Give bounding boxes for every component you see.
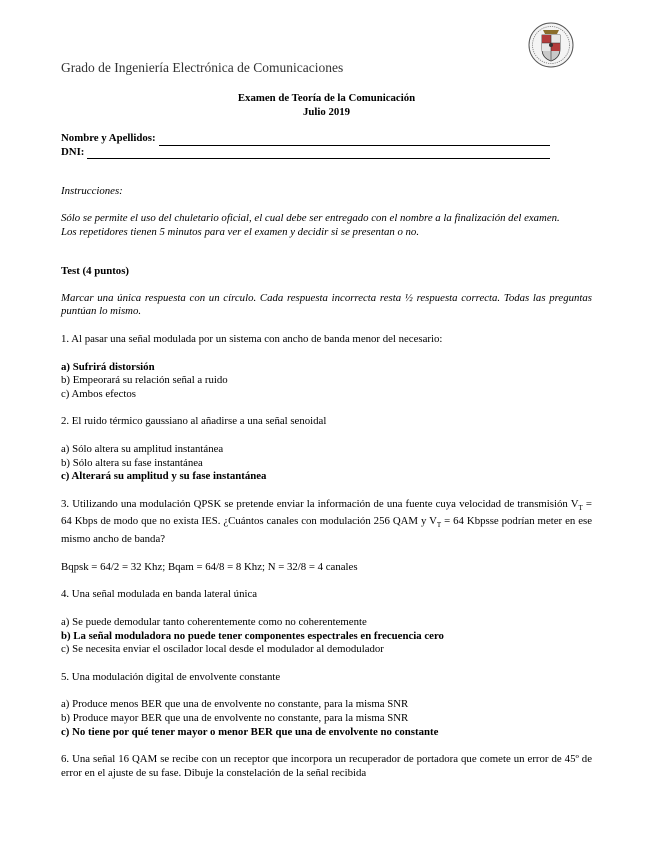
question-2: 2. El ruido térmico gaussiano al añadirse a una señal senoidal (61, 415, 327, 428)
instructions-heading: Instrucciones: (61, 185, 123, 198)
dni-blank-line[interactable] (87, 148, 550, 159)
question-6: 6. Una señal 16 QAM se recibe con un receptor que incorpora un recuperador de portadora que comete un error de 45º de error en el ajuste de su fase. Dibuje la constelación de la señal recibida (61, 753, 592, 779)
name-blank-line[interactable] (159, 135, 550, 146)
question-1: 1. Al pasar una señal modulada por un sistema con ancho de banda menor del necesario: (61, 332, 443, 345)
question-4: 4. Una señal modulada en banda lateral única (61, 588, 258, 601)
q2-option-a[interactable]: a) Sólo altera su amplitud instantánea (61, 442, 224, 455)
name-label: Nombre y Apellidos: (61, 132, 156, 145)
exam-content (61, 92, 592, 780)
name-field[interactable] (61, 132, 592, 146)
q4-option-c[interactable]: c) Se necesita enviar el oscilador local desde el modulador al demodulador (61, 643, 384, 656)
dni-field[interactable] (61, 146, 592, 160)
question-5: 5. Una modulación digital de envolvente constante (61, 670, 281, 683)
q4-option-b[interactable]: b) La señal moduladora no puede tener componentes espectrales en frecuencia cero (61, 629, 444, 642)
instructions-line2: Los repetidores tienen 5 minutos para ver el examen y decidir si se presentan o no. (61, 225, 420, 238)
q1-option-b[interactable]: b) Empeorará su relación señal a ruido (61, 374, 228, 387)
q2-option-c[interactable]: c) Alterará su amplitud y su fase instantánea (61, 470, 267, 483)
exam-title: Examen de Teoría de la Comunicación (237, 92, 416, 104)
instructions-line1: Sólo se permite el uso del chuletario oficial, el cual debe ser entregado con el nombre a la finalización del examen. (61, 211, 560, 224)
university-crest-icon (528, 22, 574, 68)
q1-option-c[interactable]: c) Ambos efectos (61, 387, 136, 400)
test-intro: Marcar una única respuesta con un círculo. Cada respuesta incorrecta resta ½ respuesta correcta. Todas las preguntas puntúan lo mismo. (61, 291, 592, 318)
degree-header: Grado de Ingeniería Electrónica de Comunicaciones (61, 60, 344, 75)
test-heading: Test (4 puntos) (61, 265, 129, 278)
exam-date: Julio 2019 (302, 105, 351, 118)
q5-option-a[interactable]: a) Produce menos BER que una de envolvente no constante, para la misma SNR (61, 698, 409, 711)
q3-answer: Bqpsk = 64/2 = 32 Khz; Bqam = 64/8 = 8 Khz; N = 32/8 = 4 canales (61, 560, 358, 573)
q4-option-a[interactable]: a) Se puede demodular tanto coherentemente como no coherentemente (61, 615, 367, 628)
q1-option-a[interactable]: a) Sufrirá distorsión (61, 360, 155, 373)
question-3: 3. Utilizando una modulación QPSK se pretende enviar la información de una fuente cuya velocidad de transmisión $V_T = 64$ Kbps de modo que no exista IES. ¿Cuántos canales con modulación 256 QAM y $V_T = 64$ Kbpsse podrían meter en ese mismo ancho de banda? (61, 497, 593, 546)
q5-option-c[interactable]: c) No tiene por qué tener mayor o menor BER que una de envolvente no constante (61, 725, 439, 738)
q5-option-b[interactable]: b) Produce mayor BER que una de envolvente no constante, para la misma SNR (61, 711, 409, 724)
q2-option-b[interactable]: b) Sólo altera su fase instantánea (61, 456, 203, 469)
dni-label: DNI: (61, 145, 85, 158)
